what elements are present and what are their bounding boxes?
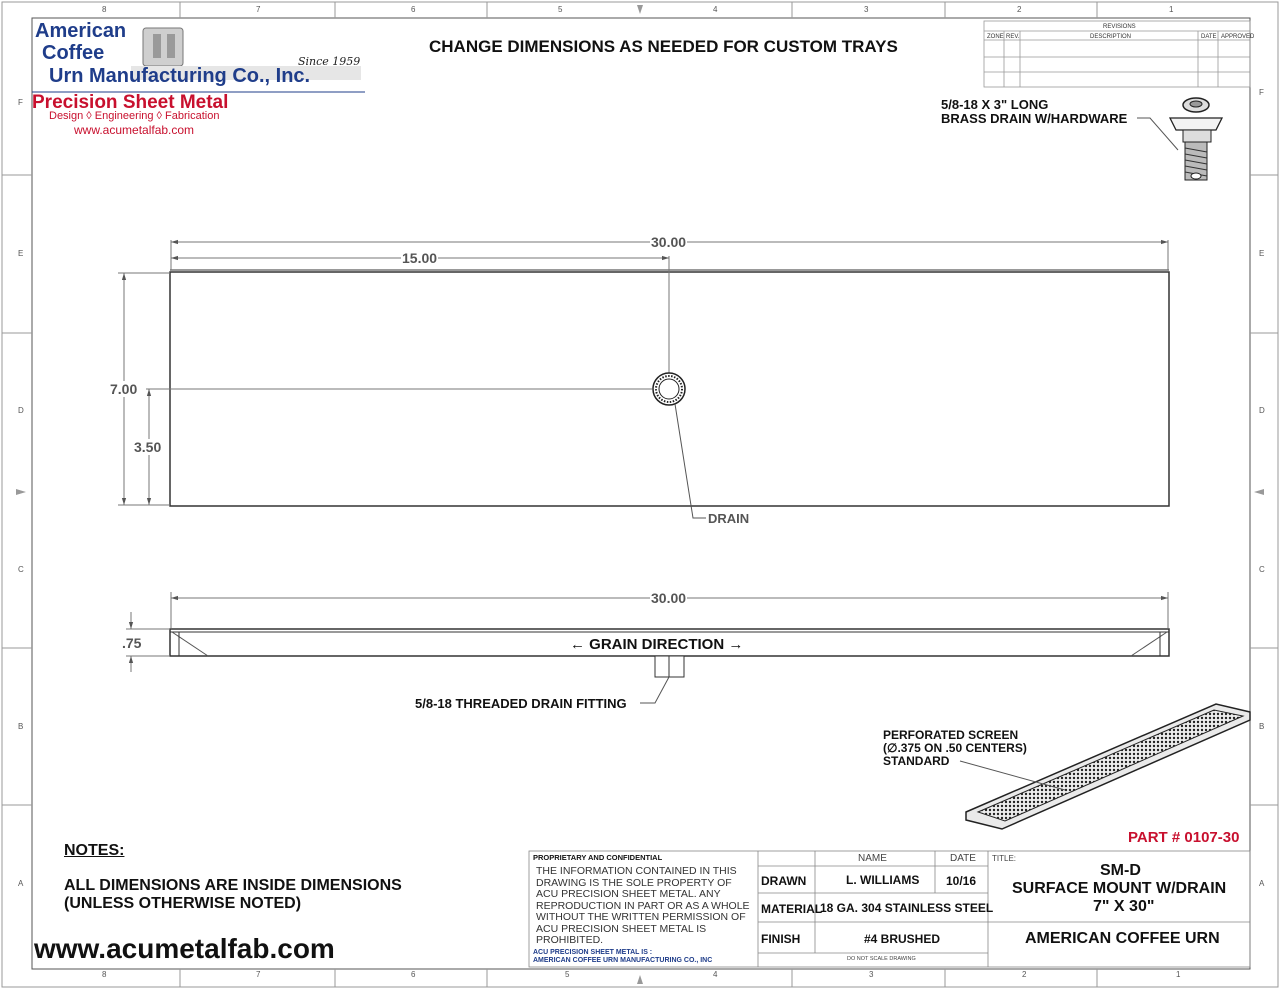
logo-line-american: American bbox=[35, 20, 127, 42]
notes-line1: ALL DIMENSIONS ARE INSIDE DIMENSIONS bbox=[64, 877, 402, 894]
zone-left-b: B bbox=[18, 722, 24, 731]
logo-line-coffee: Coffee bbox=[42, 42, 105, 64]
company-name: AMERICAN COFFEE URN bbox=[1025, 930, 1220, 947]
material-label: MATERIAL bbox=[761, 902, 823, 916]
dim-half-width: 3.50 bbox=[134, 439, 162, 455]
acu-line2: AMERICAN COFFEE URN MANUFACTURING CO., INC bbox=[533, 957, 713, 964]
zone-bottom-6: 6 bbox=[411, 970, 416, 979]
title-line2: SURFACE MOUNT W/DRAIN bbox=[1012, 880, 1227, 897]
zone-ticks bbox=[2, 2, 1278, 987]
brass-drain-callout-line2: BRASS DRAIN W/HARDWARE bbox=[941, 111, 1128, 126]
logo-services: Design ◊ Engineering ◊ Fabrication bbox=[49, 110, 220, 122]
zone-top-8: 8 bbox=[102, 5, 107, 14]
zone-right-d: D bbox=[1259, 406, 1265, 415]
zone-right-b: B bbox=[1259, 722, 1265, 731]
revisions-col-date: DATE bbox=[1201, 34, 1217, 40]
finish-value: #4 BRUSHED bbox=[864, 932, 941, 946]
grain-direction-label: ← GRAIN DIRECTION → bbox=[570, 636, 744, 653]
notes-heading: NOTES: bbox=[64, 842, 125, 859]
part-number: PART # 0107-30 bbox=[1128, 829, 1240, 846]
zone-right-f: F bbox=[1259, 88, 1264, 97]
brass-drain-callout-line1: 5/8-18 X 3" LONG bbox=[941, 97, 1049, 112]
zone-bottom-2: 2 bbox=[1022, 970, 1027, 979]
finish-label: FINISH bbox=[761, 932, 801, 946]
threaded-fitting-callout: 5/8-18 THREADED DRAIN FITTING bbox=[415, 696, 627, 711]
title-line1: SM-D bbox=[1100, 862, 1141, 879]
zone-right-e: E bbox=[1259, 249, 1265, 258]
perforated-screen-line3: STANDARD bbox=[883, 754, 950, 768]
title-line3: 7" X 30" bbox=[1093, 898, 1155, 915]
dim-height: .75 bbox=[122, 635, 142, 651]
title-label: TITLE: bbox=[992, 854, 1017, 863]
zone-right-c: C bbox=[1259, 565, 1265, 574]
zone-top-3: 3 bbox=[864, 5, 869, 14]
logo-url: www.acumetalfab.com bbox=[74, 123, 195, 137]
zone-bottom-3: 3 bbox=[869, 970, 874, 979]
drawn-name: L. WILLIAMS bbox=[846, 873, 920, 887]
material-value: 18 GA. 304 STAINLESS STEEL bbox=[820, 901, 994, 915]
zone-bottom-5: 5 bbox=[565, 970, 570, 979]
name-header: NAME bbox=[858, 853, 887, 864]
dim-width: 7.00 bbox=[110, 381, 138, 397]
drawn-label: DRAWN bbox=[761, 874, 807, 888]
center-marks bbox=[16, 5, 1264, 984]
zone-left-c: C bbox=[18, 565, 24, 574]
perforated-screen-line1: PERFORATED SCREEN bbox=[883, 728, 1019, 742]
revisions-col-zone: ZONE bbox=[987, 34, 1004, 40]
zone-top-4: 4 bbox=[713, 5, 718, 14]
drain-callout: DRAIN bbox=[708, 511, 750, 526]
zone-left-a: A bbox=[18, 879, 24, 888]
revisions-col-approved: APPROVED bbox=[1221, 34, 1255, 40]
zone-top-5: 5 bbox=[558, 5, 563, 14]
zone-left-d: D bbox=[18, 406, 24, 415]
drawn-date: 10/16 bbox=[946, 874, 977, 888]
zone-left-e: E bbox=[18, 249, 24, 258]
zone-top-2: 2 bbox=[1017, 5, 1022, 14]
logo-line-company: Urn Manufacturing Co., Inc. bbox=[49, 65, 311, 87]
revisions-table bbox=[984, 21, 1250, 87]
proprietary-text: THE INFORMATION CONTAINED IN THIS DRAWING IS THE SOLE PROPERTY OF ACU PRECISION SHEET METAL. ANY REPRODUCTION IN PART OR AS A WHOLE WITHOUT THE WRITTEN PERMISSION OF ACU PRECISION SHEET METAL IS PROHIBITED. bbox=[536, 865, 750, 946]
dim-side-length: 30.00 bbox=[651, 590, 687, 606]
zone-top-6: 6 bbox=[411, 5, 416, 14]
do-not-scale: DO NOT SCALE DRAWING bbox=[847, 956, 916, 962]
revisions-col-rev: REV. bbox=[1006, 34, 1020, 40]
zone-bottom-8: 8 bbox=[102, 970, 107, 979]
logo-since: Since 1959 bbox=[298, 55, 361, 68]
zone-left-f: F bbox=[18, 98, 23, 107]
perforated-tray-illustration bbox=[960, 704, 1250, 829]
zone-bottom-7: 7 bbox=[256, 970, 261, 979]
top-view bbox=[118, 240, 1169, 518]
logo-tagline: Precision Sheet Metal bbox=[32, 92, 229, 113]
dim-top-length: 30.00 bbox=[651, 234, 687, 250]
zone-top-1: 1 bbox=[1169, 5, 1174, 14]
zone-bottom-1: 1 bbox=[1176, 970, 1181, 979]
brass-drain-illustration bbox=[1137, 98, 1222, 180]
page-title: CHANGE DIMENSIONS AS NEEDED FOR CUSTOM TRAYS bbox=[429, 37, 898, 56]
date-header: DATE bbox=[950, 853, 976, 864]
notes-line2: (UNLESS OTHERWISE NOTED) bbox=[64, 895, 302, 912]
revisions-col-description: DESCRIPTION bbox=[1090, 34, 1132, 40]
acu-line1: ACU PRECISION SHEET METAL IS : bbox=[533, 949, 653, 956]
website-link[interactable]: www.acumetalfab.com bbox=[34, 933, 335, 964]
zone-bottom-4: 4 bbox=[713, 970, 718, 979]
dim-half-length: 15.00 bbox=[402, 250, 438, 266]
proprietary-heading: PROPRIETARY AND CONFIDENTIAL bbox=[533, 853, 663, 862]
zone-right-a: A bbox=[1259, 879, 1265, 888]
revisions-title: REVISIONS bbox=[1103, 24, 1136, 30]
perforated-screen-line2: (∅.375 ON .50 CENTERS) bbox=[883, 741, 1027, 755]
zone-top-7: 7 bbox=[256, 5, 261, 14]
